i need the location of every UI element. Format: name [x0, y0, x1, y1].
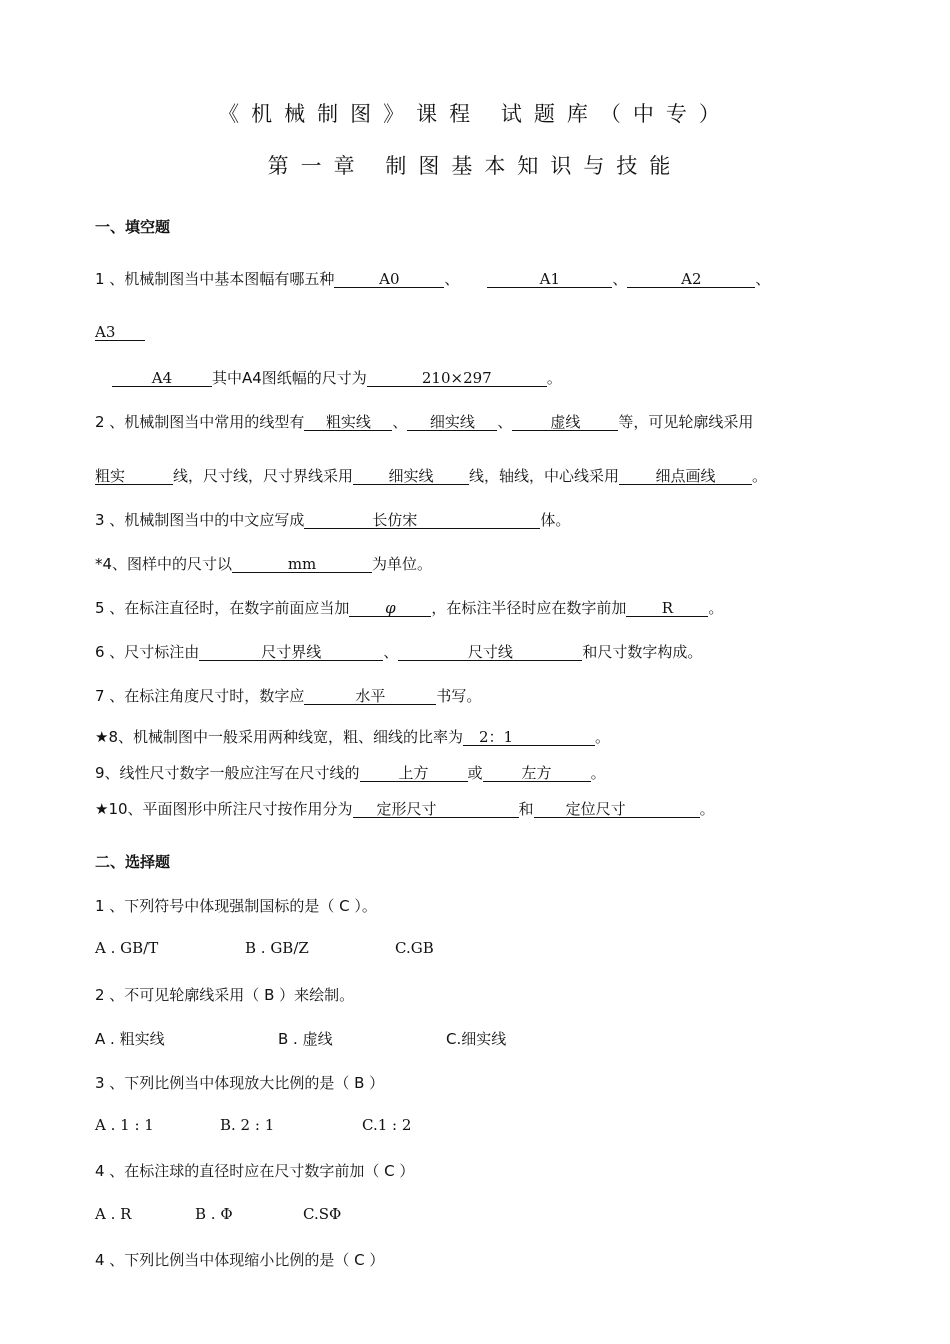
- question-9-answer-2: 左方: [483, 765, 591, 782]
- question-2-answer-4: 粗实: [95, 468, 173, 485]
- question-1-answer-size: 210×297: [367, 370, 547, 387]
- choice-3-options: [95, 1116, 411, 1134]
- choice-1-options: [95, 939, 434, 957]
- question-5-answer-2: R: [626, 600, 708, 617]
- question-6: [95, 641, 702, 662]
- question-2-answer-3: 虚线: [512, 414, 618, 431]
- separator: 、: [755, 270, 771, 288]
- question-8-text: ★8、机械制图中一般采用两种线宽，粗、细线的比率为: [95, 728, 463, 746]
- question-7: [95, 685, 481, 706]
- choice-2-option-b: B . 虚线: [278, 1030, 333, 1048]
- question-10-answer-2: [534, 801, 700, 818]
- punctuation: 。: [699, 800, 715, 818]
- question-4-end: 为单位。: [372, 555, 433, 573]
- question-1-answer-a1: A1: [487, 271, 612, 288]
- choice-4-question: 4 、在标注球的直径时应在尺寸数字前加（ C ）: [95, 1162, 415, 1180]
- question-2-text-mid: 等，可见轮廓线采用: [618, 413, 754, 431]
- question-3: [95, 509, 570, 530]
- question-1-text-mid: 其中A4图纸幅的尺寸为: [212, 369, 367, 387]
- question-7-answer: 水平: [304, 688, 436, 705]
- question-9-text: 9、线性尺寸数字一般应注写在尺寸线的: [95, 764, 360, 782]
- question-3-answer: [304, 512, 540, 529]
- question-2-answer-6: 细点画线: [619, 468, 752, 485]
- question-3-end: 体。: [540, 511, 571, 529]
- question-10-answer-2-text: 定位尺寸: [565, 800, 626, 818]
- question-1-answer-a4: A4: [112, 370, 212, 387]
- separator: 、: [392, 413, 408, 431]
- question-1-answer-a0: A0: [334, 271, 444, 288]
- question-3-text: 3 、机械制图当中的中文应写成: [95, 511, 305, 529]
- question-9: [95, 762, 606, 783]
- question-2-answer-1: 粗实线: [304, 414, 392, 431]
- question-2-answer-5: 细实线: [353, 468, 469, 485]
- choice-3-option-b: B. 2 : 1: [220, 1116, 275, 1134]
- question-10-text-mid: 和: [518, 800, 534, 818]
- question-4-text: *4、图样中的尺寸以: [95, 555, 233, 573]
- question-7-end: 书写。: [436, 687, 482, 705]
- choice-1-option-a: A . GB/T: [95, 939, 159, 957]
- choice-5-question: 4 、下列比例当中体现缩小比例的是（ C ）: [95, 1251, 385, 1269]
- question-4-answer: mm: [232, 556, 372, 573]
- question-5: [95, 597, 723, 618]
- choice-3-option-a: A . 1 : 1: [95, 1116, 154, 1134]
- question-4: [95, 553, 432, 574]
- punctuation: 。: [546, 369, 562, 387]
- question-2-text-mid2: 线，尺寸线，尺寸界线采用: [173, 467, 354, 485]
- punctuation: 。: [595, 728, 611, 746]
- punctuation: 。: [752, 467, 768, 485]
- question-2-text: 2 、机械制图当中常用的线型有: [95, 413, 305, 431]
- separator: 、: [497, 413, 513, 431]
- question-10-answer-1-text: 定形尺寸: [376, 800, 437, 818]
- choice-1-question: 1 、下列符号中体现强制国标的是（ C ）。: [95, 897, 377, 915]
- question-5-text: 5 、在标注直径时，在数字前面应当加: [95, 599, 350, 617]
- question-1-answer-a3: A3: [95, 324, 145, 341]
- question-8: [95, 726, 610, 747]
- choice-3-option-c: C.1 : 2: [362, 1116, 412, 1134]
- question-6-text: 6 、尺寸标注由: [95, 643, 200, 661]
- question-5-answer-1: φ: [349, 600, 431, 617]
- choice-4-options: [95, 1205, 341, 1223]
- choice-2-options: [95, 1028, 506, 1049]
- punctuation: 。: [708, 599, 724, 617]
- question-1-answer-a2: A2: [627, 271, 755, 288]
- separator: 、: [383, 643, 399, 661]
- choice-4-option-c: C.SΦ: [303, 1205, 342, 1223]
- punctuation: 。: [590, 764, 606, 782]
- question-2-answer-2: 细实线: [407, 414, 497, 431]
- question-2-line2: [95, 465, 767, 486]
- document-title: 《机械制图》课程 试题库（中专）: [218, 102, 732, 126]
- question-10-text: ★10、平面图形中所注尺寸按作用分为: [95, 800, 353, 818]
- question-1-line1: [95, 268, 770, 289]
- question-3-answer-text: 长仿宋: [372, 511, 418, 529]
- choice-2-option-a: A . 粗实线: [95, 1030, 165, 1048]
- separator: 、: [612, 270, 628, 288]
- chapter-title: 第一章 制图基本知识与技能: [267, 154, 683, 178]
- choice-4-option-b: B . Φ: [195, 1205, 233, 1223]
- question-6-answer-2: 尺寸线: [398, 644, 582, 661]
- question-6-end: 和尺寸数字构成。: [582, 643, 703, 661]
- question-10-answer-1: [353, 801, 519, 818]
- question-7-text: 7 、在标注角度尺寸时，数字应: [95, 687, 305, 705]
- section-choice-heading: 二、选择题: [95, 853, 171, 871]
- question-1-text: 1 、机械制图当中基本图幅有哪五种: [95, 270, 335, 288]
- question-2-text-mid3: 线，轴线，中心线采用: [469, 467, 620, 485]
- choice-2-option-c: C.细实线: [446, 1030, 507, 1048]
- question-1-line3: [112, 367, 562, 388]
- question-9-text-mid: 或: [467, 764, 483, 782]
- section-fill-in-heading: 一、填空题: [95, 218, 171, 236]
- question-6-answer-1: 尺寸界线: [199, 644, 383, 661]
- separator: 、: [444, 270, 460, 288]
- choice-1-option-b: B . GB/Z: [245, 939, 309, 957]
- question-8-answer: [463, 729, 595, 746]
- question-9-answer-1: 上方: [360, 765, 468, 782]
- question-10: [95, 798, 715, 819]
- choice-4-option-a: A . R: [95, 1205, 132, 1223]
- question-2-line1: [95, 411, 753, 432]
- choice-1-option-c: C.GB: [395, 939, 434, 957]
- question-5-text-mid: ，在标注半径时应在数字前加: [431, 599, 627, 617]
- question-8-answer-text: 2：1: [479, 728, 514, 746]
- choice-3-question: 3 、下列比例当中体现放大比例的是（ B ）: [95, 1074, 385, 1092]
- question-1-line2: [95, 323, 145, 341]
- choice-2-question: 2 、不可见轮廓线采用（ B ）来绘制。: [95, 986, 355, 1004]
